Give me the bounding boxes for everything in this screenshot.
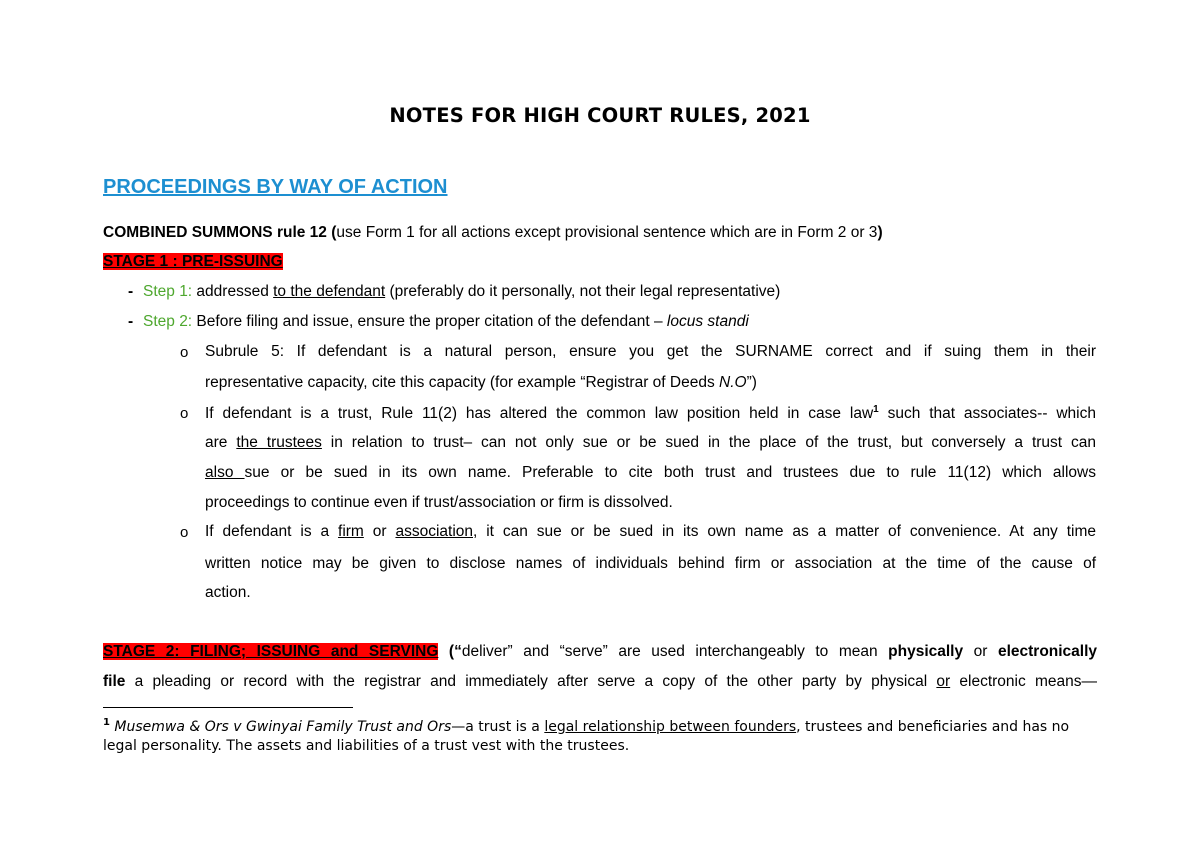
step2-pre: Before filing and issue, ensure the proper citation of the defendant – [192, 313, 667, 330]
sub3-line3: action. [205, 584, 251, 601]
sub2-line3-underlined: also [205, 464, 245, 481]
sub3-line1-pre: If defendant is a [205, 523, 339, 540]
sub2-line2-post: in relation to trust– can not only sue or be sued in the place of the trust, but conversely a trust can [321, 434, 1096, 451]
sub2-line1 [205, 404, 1096, 423]
close-paren: ) [877, 224, 883, 241]
sub2-line1-post: such that associates-- which [878, 405, 1096, 422]
sub1-line2-italic: N.O [719, 374, 747, 391]
stage2-paren: ( [438, 643, 455, 660]
stage2-physically: physically [888, 643, 964, 660]
footnote-separator [103, 707, 353, 708]
sub3-line1-post: , it can sue or be sued in its own name as a matter of convenience. At any time [473, 523, 1096, 540]
footnote [103, 713, 1098, 756]
footnote-ref[interactable]: 1 [873, 404, 879, 415]
stage2-line1 [103, 643, 1097, 661]
step1-underlined: to the defendant [273, 283, 386, 300]
footnote-pre: —a trust is a [451, 719, 545, 735]
stage2-quote: “ [454, 643, 462, 660]
sub3-firm: firm [338, 523, 364, 540]
stage2-label: STAGE 2: FILING; ISSUING and SERVING [103, 643, 439, 660]
footnote-case-name: Musemwa & Ors v Gwinyai Family Trust and Ors [114, 719, 452, 735]
step2-label: Step 2: [143, 313, 193, 330]
stage1-line [103, 253, 283, 271]
sub1-line2 [205, 374, 757, 392]
combined-summons-note: use Form 1 for all actions except provisional sentence which are in Form 2 or 3 [336, 224, 878, 241]
stage2-electronically: electronically [997, 643, 1098, 660]
sub2-line4: proceedings to continue even if trust/association or firm is dissolved. [205, 494, 673, 511]
step1-pre: addressed [192, 283, 274, 300]
stage2-or: or [936, 673, 951, 690]
sub2-line2-pre: are [205, 434, 237, 451]
step2-line [143, 313, 749, 331]
step1-post: (preferably do it personally, not their legal representative) [385, 283, 781, 300]
sub3-line1-mid: or [363, 523, 396, 540]
sub2-line2 [205, 434, 1096, 452]
step1-label: Step 1: [143, 283, 193, 300]
sub2-line3 [205, 464, 1096, 482]
combined-summons-title: COMBINED SUMMONS rule 12 [103, 224, 327, 241]
footnote-number: 1 [103, 717, 110, 728]
sub2-line2-underlined: the trustees [236, 434, 322, 451]
combined-summons-line [103, 224, 883, 242]
stage2-line2-post: electronic means— [950, 673, 1097, 690]
stage2-line2 [103, 673, 1097, 691]
footnote-post: , trustees and beneficiaries and has no legal personality. The assets and liabilities of a trust vest with the trustees. [103, 719, 1070, 754]
stage2-file: file [103, 673, 126, 690]
step1-dash: - [128, 283, 134, 300]
sub2-bullet: o [180, 405, 189, 422]
stage2-mid: or [963, 643, 998, 660]
sub3-association: association [395, 523, 473, 540]
section-heading: PROCEEDINGS BY WAY OF ACTION [103, 176, 448, 198]
sub3-bullet: o [180, 524, 189, 541]
step2-dash: - [128, 313, 134, 330]
document-title: NOTES FOR HIGH COURT RULES, 2021 [389, 104, 811, 127]
step1-line [143, 283, 780, 301]
sub2-line3-post: sue or be sued in its own name. Preferable to cite both trust and trustees due to rule 11(12) which allows [244, 464, 1096, 481]
stage1-label: STAGE 1 : PRE-ISSUING [103, 253, 283, 270]
stage2-line2-pre: a pleading or record with the registrar and immediately after serve a copy of the other party by physical [125, 673, 937, 690]
step2-italic: locus standi [666, 313, 749, 330]
sub2-line1-pre: If defendant is a trust, Rule 11(2) has altered the common law position held in case law [205, 405, 874, 422]
sub1-line1: Subrule 5: If defendant is a natural person, ensure you get the SURNAME correct and if suing them in their [205, 343, 1096, 360]
sub1-bullet: o [180, 344, 189, 361]
open-paren: ( [331, 224, 337, 241]
sub3-line1 [205, 523, 1096, 541]
sub1-line2-post: ”) [746, 374, 757, 391]
footnote-underlined: legal relationship between founders [544, 719, 797, 735]
sub1-line2-pre: representative capacity, cite this capacity (for example “Registrar of Deeds [205, 374, 720, 391]
stage2-text1: deliver” and “serve” are used interchangeably to mean [461, 643, 889, 660]
sub3-line2: written notice may be given to disclose names of individuals behind firm or association at the time of the cause of [205, 555, 1096, 572]
